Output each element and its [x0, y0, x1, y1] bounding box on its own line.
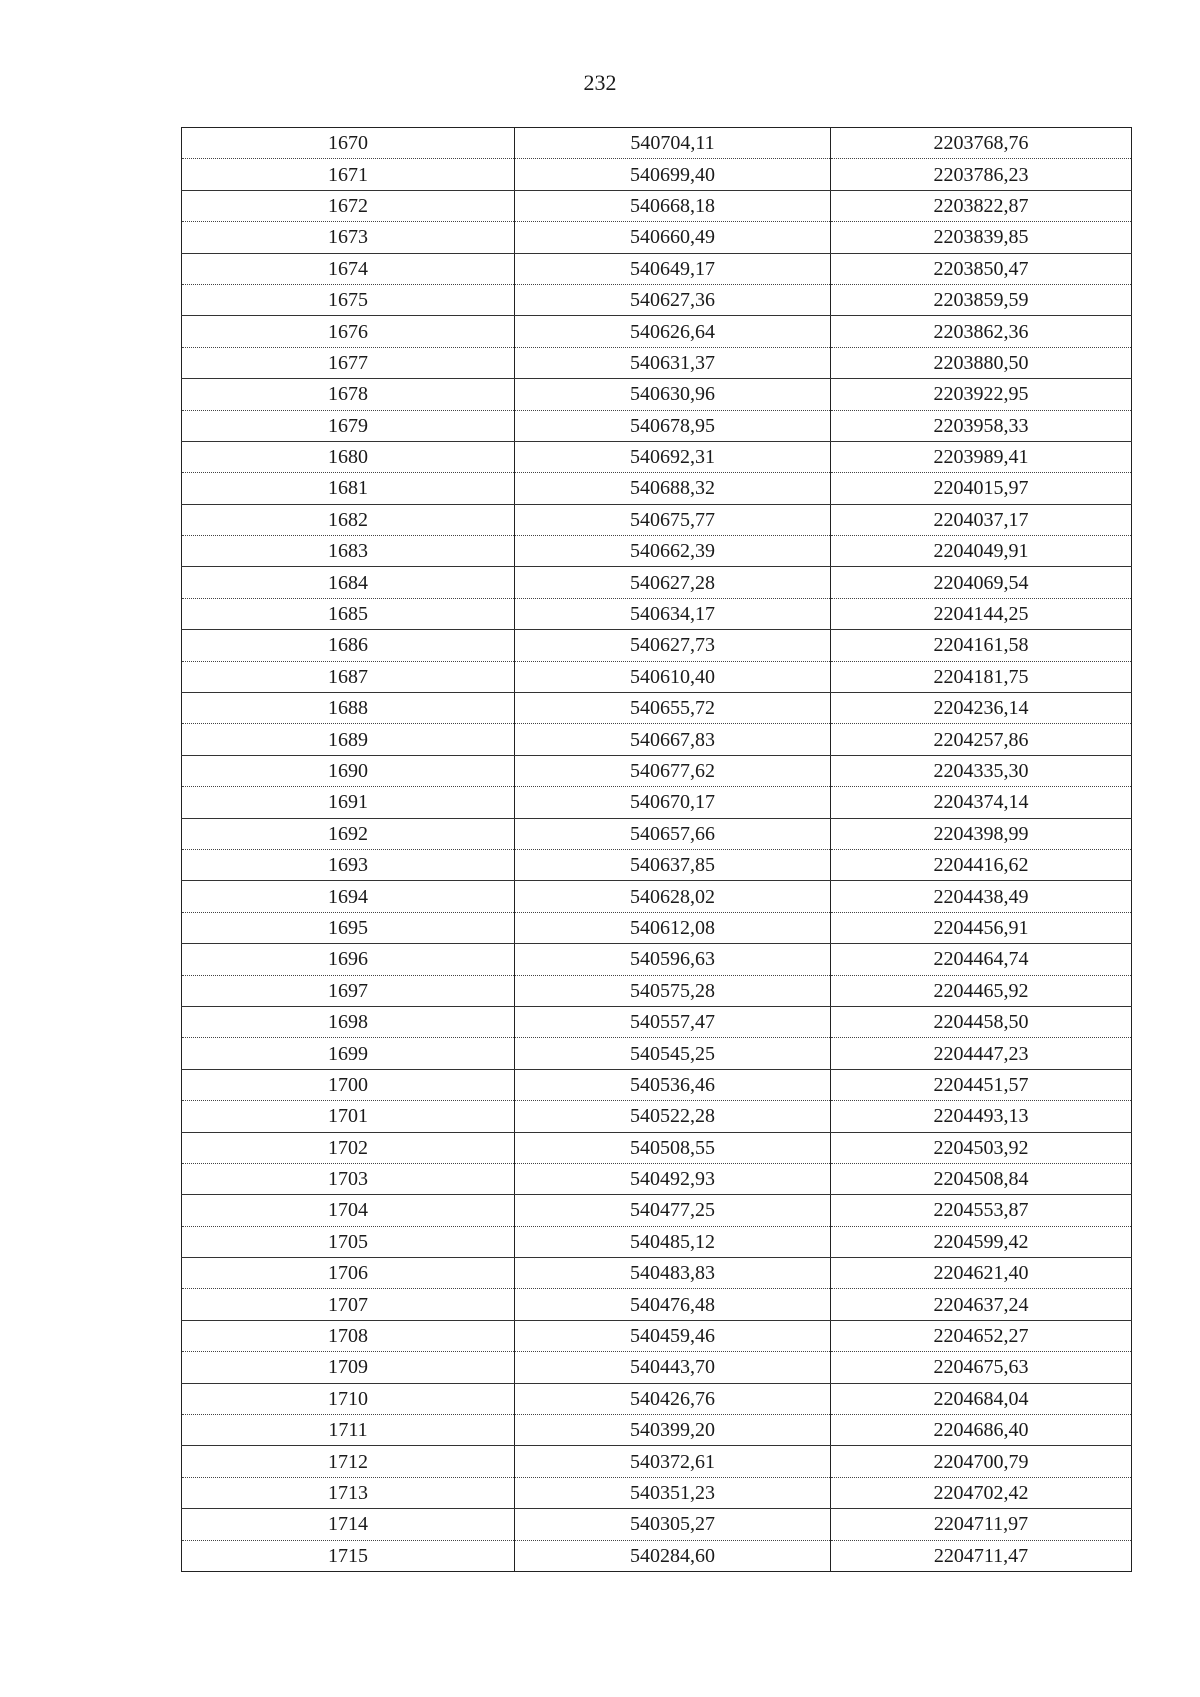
table-row — [182, 1415, 1132, 1446]
x-coordinate-cell: 540634,17 — [515, 598, 831, 629]
x-coordinate-cell: 540508,55 — [515, 1132, 831, 1163]
y-coordinate-cell: 2204553,87 — [831, 1195, 1132, 1226]
point-number-cell: 1684 — [182, 567, 515, 598]
y-coordinate-cell: 2204637,24 — [831, 1289, 1132, 1320]
table-row — [182, 1258, 1132, 1289]
y-coordinate-cell: 2204374,14 — [831, 787, 1132, 818]
point-number-cell: 1704 — [182, 1195, 515, 1226]
table-row — [182, 944, 1132, 975]
x-coordinate-cell: 540662,39 — [515, 536, 831, 567]
y-coordinate-cell: 2203922,95 — [831, 379, 1132, 410]
y-coordinate-cell: 2204416,62 — [831, 849, 1132, 880]
point-number-cell: 1671 — [182, 159, 515, 190]
point-number-cell: 1700 — [182, 1069, 515, 1100]
table-row — [182, 410, 1132, 441]
x-coordinate-cell: 540627,36 — [515, 284, 831, 315]
table-row — [182, 693, 1132, 724]
table-row — [182, 1477, 1132, 1508]
x-coordinate-cell: 540675,77 — [515, 504, 831, 535]
y-coordinate-cell: 2204675,63 — [831, 1352, 1132, 1383]
y-coordinate-cell: 2203822,87 — [831, 190, 1132, 221]
x-coordinate-cell: 540557,47 — [515, 1006, 831, 1037]
y-coordinate-cell: 2204508,84 — [831, 1163, 1132, 1194]
point-number-cell: 1705 — [182, 1226, 515, 1257]
table-row — [182, 912, 1132, 943]
x-coordinate-cell: 540628,02 — [515, 881, 831, 912]
x-coordinate-cell: 540612,08 — [515, 912, 831, 943]
y-coordinate-cell: 2204711,47 — [831, 1540, 1132, 1571]
table-row — [182, 284, 1132, 315]
x-coordinate-cell: 540655,72 — [515, 693, 831, 724]
point-number-cell: 1694 — [182, 881, 515, 912]
x-coordinate-cell: 540649,17 — [515, 253, 831, 284]
x-coordinate-cell: 540305,27 — [515, 1509, 831, 1540]
x-coordinate-cell: 540476,48 — [515, 1289, 831, 1320]
x-coordinate-cell: 540522,28 — [515, 1101, 831, 1132]
point-number-cell: 1708 — [182, 1320, 515, 1351]
point-number-cell: 1715 — [182, 1540, 515, 1571]
point-number-cell: 1690 — [182, 755, 515, 786]
table-row — [182, 128, 1132, 159]
point-number-cell: 1680 — [182, 441, 515, 472]
x-coordinate-cell: 540688,32 — [515, 473, 831, 504]
x-coordinate-cell: 540351,23 — [515, 1477, 831, 1508]
x-coordinate-cell: 540284,60 — [515, 1540, 831, 1571]
table-row — [182, 316, 1132, 347]
table-row — [182, 849, 1132, 880]
x-coordinate-cell: 540667,83 — [515, 724, 831, 755]
y-coordinate-cell: 2203786,23 — [831, 159, 1132, 190]
point-number-cell: 1692 — [182, 818, 515, 849]
table-row — [182, 379, 1132, 410]
table-row — [182, 1540, 1132, 1571]
x-coordinate-cell: 540545,25 — [515, 1038, 831, 1069]
point-number-cell: 1702 — [182, 1132, 515, 1163]
table-row — [182, 473, 1132, 504]
y-coordinate-cell: 2204447,23 — [831, 1038, 1132, 1069]
table-row — [182, 441, 1132, 472]
x-coordinate-cell: 540610,40 — [515, 661, 831, 692]
x-coordinate-cell: 540575,28 — [515, 975, 831, 1006]
y-coordinate-cell: 2203859,59 — [831, 284, 1132, 315]
x-coordinate-cell: 540637,85 — [515, 849, 831, 880]
point-number-cell: 1674 — [182, 253, 515, 284]
table-row — [182, 1352, 1132, 1383]
point-number-cell: 1711 — [182, 1415, 515, 1446]
table-row — [182, 630, 1132, 661]
table-row — [182, 881, 1132, 912]
y-coordinate-cell: 2204465,92 — [831, 975, 1132, 1006]
table-row — [182, 1132, 1132, 1163]
y-coordinate-cell: 2204181,75 — [831, 661, 1132, 692]
table-row — [182, 1509, 1132, 1540]
point-number-cell: 1713 — [182, 1477, 515, 1508]
point-number-cell: 1676 — [182, 316, 515, 347]
y-coordinate-cell: 2204503,92 — [831, 1132, 1132, 1163]
table-row — [182, 1383, 1132, 1414]
point-number-cell: 1672 — [182, 190, 515, 221]
table-row — [182, 347, 1132, 378]
y-coordinate-cell: 2204236,14 — [831, 693, 1132, 724]
x-coordinate-cell: 540477,25 — [515, 1195, 831, 1226]
y-coordinate-cell: 2204438,49 — [831, 881, 1132, 912]
table-row — [182, 1195, 1132, 1226]
table-row — [182, 661, 1132, 692]
point-number-cell: 1688 — [182, 693, 515, 724]
y-coordinate-cell: 2204451,57 — [831, 1069, 1132, 1100]
x-coordinate-cell: 540657,66 — [515, 818, 831, 849]
table-row — [182, 536, 1132, 567]
table-row — [182, 1446, 1132, 1477]
table-row — [182, 818, 1132, 849]
table-row — [182, 724, 1132, 755]
y-coordinate-cell: 2204711,97 — [831, 1509, 1132, 1540]
y-coordinate-cell: 2204398,99 — [831, 818, 1132, 849]
x-coordinate-cell: 540677,62 — [515, 755, 831, 786]
y-coordinate-cell: 2204652,27 — [831, 1320, 1132, 1351]
x-coordinate-cell: 540627,73 — [515, 630, 831, 661]
x-coordinate-cell: 540660,49 — [515, 222, 831, 253]
point-number-cell: 1701 — [182, 1101, 515, 1132]
y-coordinate-cell: 2204686,40 — [831, 1415, 1132, 1446]
y-coordinate-cell: 2204702,42 — [831, 1477, 1132, 1508]
x-coordinate-cell: 540630,96 — [515, 379, 831, 410]
table-row — [182, 253, 1132, 284]
y-coordinate-cell: 2203862,36 — [831, 316, 1132, 347]
table-row — [182, 1289, 1132, 1320]
y-coordinate-cell: 2203989,41 — [831, 441, 1132, 472]
y-coordinate-cell: 2204049,91 — [831, 536, 1132, 567]
x-coordinate-cell: 540372,61 — [515, 1446, 831, 1477]
coordinates-table — [181, 127, 1132, 1572]
point-number-cell: 1681 — [182, 473, 515, 504]
point-number-cell: 1675 — [182, 284, 515, 315]
coordinates-table-body — [182, 128, 1132, 1572]
point-number-cell: 1687 — [182, 661, 515, 692]
table-row — [182, 1226, 1132, 1257]
x-coordinate-cell: 540459,46 — [515, 1320, 831, 1351]
point-number-cell: 1683 — [182, 536, 515, 567]
point-number-cell: 1709 — [182, 1352, 515, 1383]
x-coordinate-cell: 540678,95 — [515, 410, 831, 441]
x-coordinate-cell: 540443,70 — [515, 1352, 831, 1383]
point-number-cell: 1677 — [182, 347, 515, 378]
point-number-cell: 1706 — [182, 1258, 515, 1289]
point-number-cell: 1699 — [182, 1038, 515, 1069]
y-coordinate-cell: 2204700,79 — [831, 1446, 1132, 1477]
table-row — [182, 1101, 1132, 1132]
table-row — [182, 975, 1132, 1006]
table-row — [182, 1320, 1132, 1351]
y-coordinate-cell: 2204458,50 — [831, 1006, 1132, 1037]
x-coordinate-cell: 540704,11 — [515, 128, 831, 159]
x-coordinate-cell: 540692,31 — [515, 441, 831, 472]
point-number-cell: 1689 — [182, 724, 515, 755]
point-number-cell: 1693 — [182, 849, 515, 880]
point-number-cell: 1703 — [182, 1163, 515, 1194]
point-number-cell: 1678 — [182, 379, 515, 410]
table-row — [182, 1163, 1132, 1194]
x-coordinate-cell: 540627,28 — [515, 567, 831, 598]
point-number-cell: 1710 — [182, 1383, 515, 1414]
point-number-cell: 1685 — [182, 598, 515, 629]
x-coordinate-cell: 540699,40 — [515, 159, 831, 190]
y-coordinate-cell: 2204464,74 — [831, 944, 1132, 975]
table-row — [182, 159, 1132, 190]
point-number-cell: 1695 — [182, 912, 515, 943]
x-coordinate-cell: 540399,20 — [515, 1415, 831, 1446]
table-row — [182, 567, 1132, 598]
y-coordinate-cell: 2204037,17 — [831, 504, 1132, 535]
y-coordinate-cell: 2203768,76 — [831, 128, 1132, 159]
table-row — [182, 1069, 1132, 1100]
point-number-cell: 1696 — [182, 944, 515, 975]
point-number-cell: 1682 — [182, 504, 515, 535]
y-coordinate-cell: 2204015,97 — [831, 473, 1132, 504]
table-row — [182, 190, 1132, 221]
y-coordinate-cell: 2204069,54 — [831, 567, 1132, 598]
y-coordinate-cell: 2204335,30 — [831, 755, 1132, 786]
point-number-cell: 1679 — [182, 410, 515, 441]
y-coordinate-cell: 2204257,86 — [831, 724, 1132, 755]
x-coordinate-cell: 540626,64 — [515, 316, 831, 347]
point-number-cell: 1673 — [182, 222, 515, 253]
table-row — [182, 1006, 1132, 1037]
point-number-cell: 1691 — [182, 787, 515, 818]
x-coordinate-cell: 540631,37 — [515, 347, 831, 378]
point-number-cell: 1698 — [182, 1006, 515, 1037]
table-row — [182, 222, 1132, 253]
x-coordinate-cell: 540596,63 — [515, 944, 831, 975]
table-row — [182, 787, 1132, 818]
y-coordinate-cell: 2204493,13 — [831, 1101, 1132, 1132]
page-number: 232 — [583, 70, 617, 95]
x-coordinate-cell: 540492,93 — [515, 1163, 831, 1194]
y-coordinate-cell: 2203880,50 — [831, 347, 1132, 378]
point-number-cell: 1712 — [182, 1446, 515, 1477]
x-coordinate-cell: 540426,76 — [515, 1383, 831, 1414]
y-coordinate-cell: 2204621,40 — [831, 1258, 1132, 1289]
x-coordinate-cell: 540483,83 — [515, 1258, 831, 1289]
table-row — [182, 504, 1132, 535]
point-number-cell: 1697 — [182, 975, 515, 1006]
point-number-cell: 1686 — [182, 630, 515, 661]
y-coordinate-cell: 2203839,85 — [831, 222, 1132, 253]
table-row — [182, 598, 1132, 629]
y-coordinate-cell: 2204144,25 — [831, 598, 1132, 629]
point-number-cell: 1707 — [182, 1289, 515, 1320]
y-coordinate-cell: 2204684,04 — [831, 1383, 1132, 1414]
y-coordinate-cell: 2204161,58 — [831, 630, 1132, 661]
y-coordinate-cell: 2204599,42 — [831, 1226, 1132, 1257]
x-coordinate-cell: 540668,18 — [515, 190, 831, 221]
x-coordinate-cell: 540536,46 — [515, 1069, 831, 1100]
table-row — [182, 755, 1132, 786]
y-coordinate-cell: 2203850,47 — [831, 253, 1132, 284]
point-number-cell: 1714 — [182, 1509, 515, 1540]
y-coordinate-cell: 2203958,33 — [831, 410, 1132, 441]
y-coordinate-cell: 2204456,91 — [831, 912, 1132, 943]
x-coordinate-cell: 540485,12 — [515, 1226, 831, 1257]
table-row — [182, 1038, 1132, 1069]
point-number-cell: 1670 — [182, 128, 515, 159]
x-coordinate-cell: 540670,17 — [515, 787, 831, 818]
